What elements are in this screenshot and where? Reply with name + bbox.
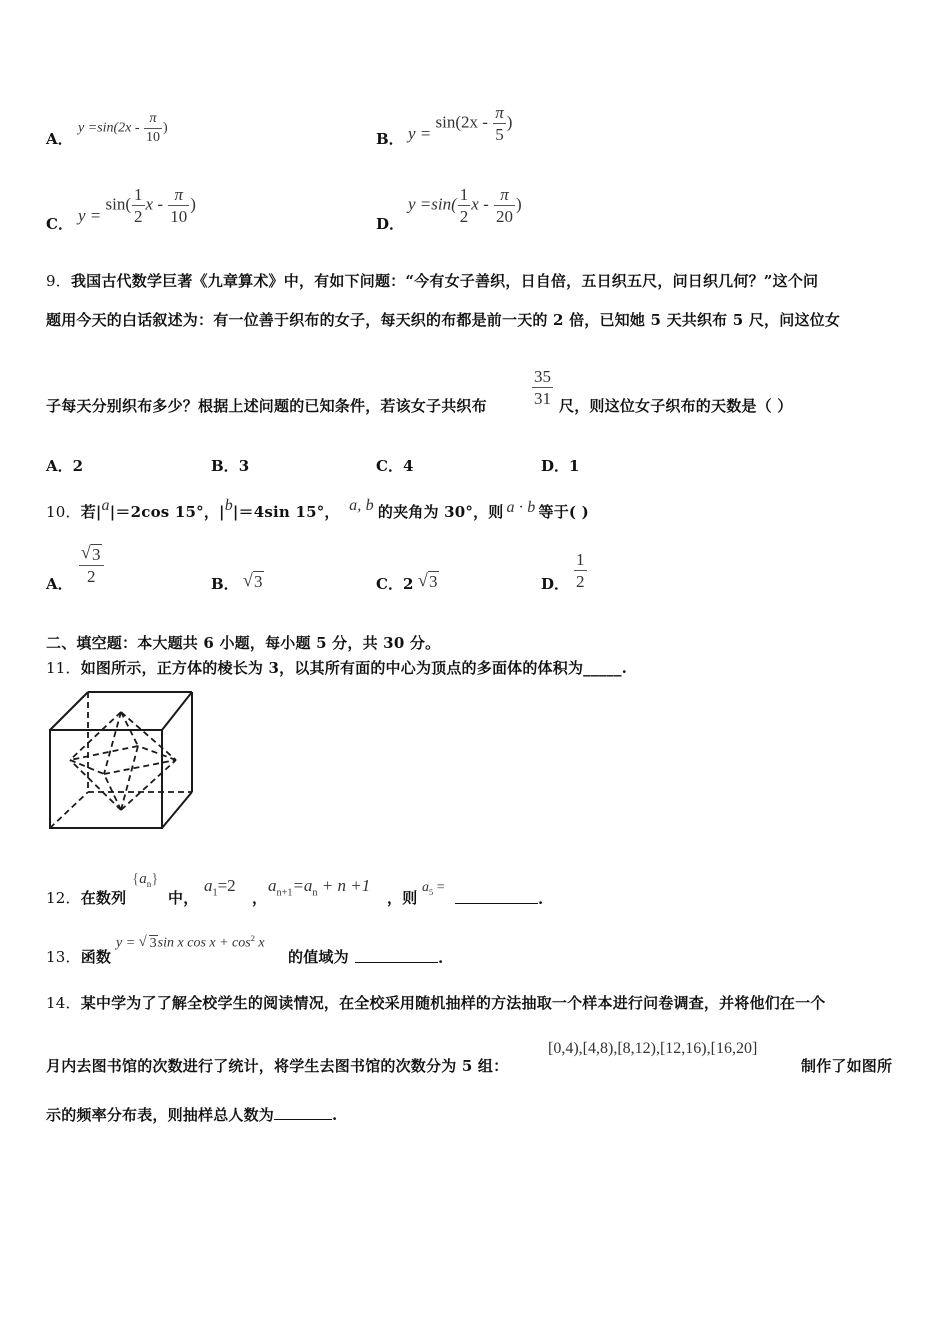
q10-option-c-label: C．2 <box>376 575 414 593</box>
q14-answer-blank[interactable] <box>274 1104 332 1120</box>
q12-sequence: $\{a_n\}$ <box>132 871 159 889</box>
q10-option-d-label: D． <box>541 575 570 593</box>
q14-line-2-end: 制作了如图所 <box>801 1057 893 1075</box>
q13-stem: 13．函数 <box>46 948 112 966</box>
q9-option-c: C．4 <box>376 457 414 475</box>
q9-option-d: D．1 <box>541 457 580 475</box>
q8-option-a-label: A． <box>46 130 73 148</box>
q12-a1: $a_1=2$ <box>204 876 236 899</box>
q8-option-a-formula: y =sin(2x - $\frac{\pi}{10}$ ) <box>78 111 168 145</box>
q14-line-2: 月内去图书馆的次数进行了统计，将学生去图书馆的次数分为 5 组： <box>46 1057 509 1075</box>
q10-option-c-formula: √ 3 <box>418 570 438 591</box>
q12-a5: $a_5$ = <box>422 880 445 897</box>
q14-intervals: [0,4),[4,8),[8,12),[12,16),[16,20] <box>548 1040 758 1057</box>
q12-in: 中， <box>168 889 199 907</box>
q8-option-b-formula: y = sin(2x - $\frac{\pi}{5}$ ) <box>408 103 513 144</box>
q10-stem: 10．若|a|＝2cos 15°，|b|＝4sin 15°， a, b 的夹角为 30°，则 a · b 等于( ) <box>46 497 589 521</box>
q9-line-3-end: 尺，则这位女子织布的天数是（ ） <box>559 397 793 415</box>
q8-option-d-formula: y =sin( $\frac{1}{2}$ x - $\frac{\pi}{20}$ ) <box>408 185 522 226</box>
q9-line-1: 9．我国古代数学巨著《九章算术》中，有如下问题：“今有女子善织，日自倍，五日织五尺，问日织几何？”这个问 <box>46 272 819 290</box>
q10-option-a-label: A． <box>46 575 73 593</box>
q9-line-3: 子每天分别织布多少？根据上述问题的已知条件，若该女子共织布 <box>46 397 487 415</box>
q10-option-d-formula: $\frac{1}{2}$ <box>576 550 585 591</box>
section-2-heading: 二、填空题：本大题共 6 小题，每小题 5 分，共 30 分。 <box>46 634 441 652</box>
q8-option-b-label: B． <box>376 130 404 148</box>
q12-answer-blank[interactable]: . <box>455 887 543 908</box>
q13-formula: y = √ 3sin x $\cos x + \cos^2 x$ <box>116 933 265 951</box>
q8-option-d-label: D． <box>376 215 405 233</box>
q9-option-a: A．2 <box>46 457 84 475</box>
q10-option-b-label: B． <box>211 575 239 593</box>
cube-octahedron-figure <box>46 688 196 834</box>
q13-range: 的值域为 <box>288 948 349 966</box>
q12-comma: ， <box>252 889 268 907</box>
q12-stem: 12．在数列 <box>46 889 127 907</box>
q9-fraction: $\frac{35}{31}$ <box>534 367 551 408</box>
q10-option-a-formula: √ 3 2 <box>78 546 105 585</box>
q8-option-c-label: C． <box>46 215 73 233</box>
q8-option-c-formula: y = sin( $\frac{1}{2}$ x - $\frac{\pi}{10}$ ) <box>78 185 196 226</box>
q11-stem: 11．如图所示，正方体的棱长为 3，以其所有面的中心为顶点的多面体的体积为_____. <box>46 659 628 677</box>
q9-option-b: B．3 <box>211 457 250 475</box>
q13-answer-blank[interactable]: . <box>355 946 443 967</box>
q10-option-b-formula: √ 3 <box>243 570 263 591</box>
q14-line-1: 14．某中学为了了解全校学生的阅读情况，在全校采用随机抽样的方法抽取一个样本进行问卷调查，并将他们在一个 <box>46 994 826 1012</box>
q9-line-2: 题用今天的白话叙述为：有一位善于织布的女子，每天织的布都是前一天的 2 倍，已知她 5 天共织布 5 尺，问这位女 <box>46 311 841 329</box>
q12-then: ，则 <box>387 889 418 907</box>
q12-recurrence: $a_{n+1}=a_n + n +1$ <box>268 876 371 899</box>
q14-line-3: 示的频率分布表，则抽样总人数为 . <box>46 1106 338 1124</box>
